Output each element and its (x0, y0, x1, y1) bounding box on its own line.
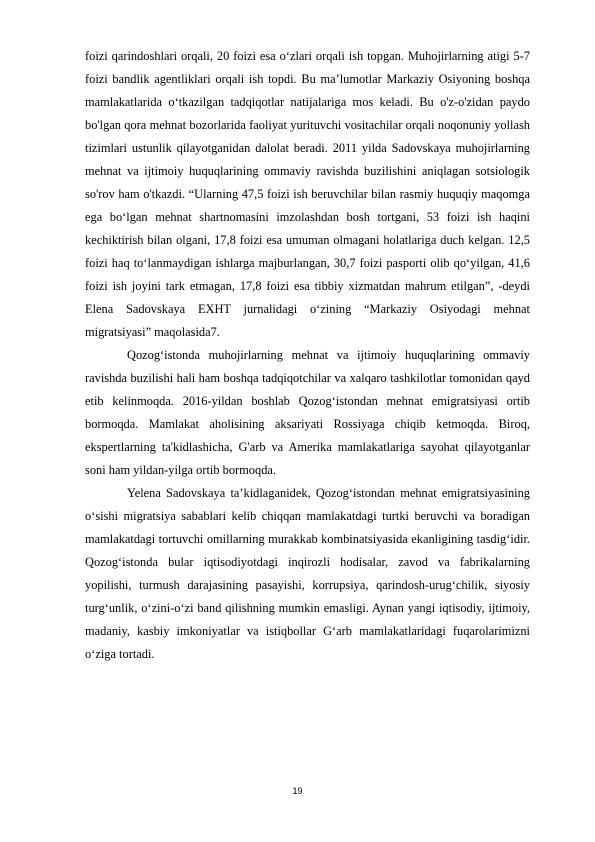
page-number: 19 (292, 786, 303, 796)
document-page (85, 45, 530, 666)
paragraph-2: Qozog‘istonda muhojirlarning mehnat va ijtimoiy huquqlarining ommaviy ravishda buzilishi hali ham boshqa tadqiqotchilar va xalqaro tashkilotlar tomonidan qayd etib kelinmoqda. 2016-yildan boshlab Qozog‘istondan mehnat emigratsiyasi ortib bormoqda. Mamlakat aholisining aksariyati Rossiyaga chiqib ketmoqda. Biroq, ekspertlarning ta'kidlashicha, G'arb va Amerika mamlakatlariga sayohat qilayotganlar soni ham yildan-yilga ortib bormoqda. (85, 348, 530, 477)
paragraph-3: Yelena Sadovskaya ta’kidlaganidek, Qozog‘istondan mehnat emigratsiyasining o‘sishi migratsiya sabablari kelib chiqqan mamlakatdagi turtki beruvchi va boradigan mamlakatdagi tortuvchi omillarning murakkab kombinatsiyasida ekanligining tasdig‘idir. Qozog‘istonda bular iqtisodiyotdagi inqirozli hodisalar, zavod va fabrikalarning yopilishi, turmush darajasining pasayishi, korrupsiya, qarindosh-urug‘chilik, siyosiy turg‘unlik, o‘zini-o‘zi band qilishning mumkin emasligi. Aynan yangi iqtisodiy, ijtimoiy, madaniy, kasbiy imkoniyatlar va istiqbollar G‘arb mamlakatlaridagi fuqarolarimizni o‘ziga tortadi. (85, 486, 530, 661)
paragraph-1: foizi qarindoshlari orqali, 20 foizi esa o‘zlari orqali ish topgan. Muhojirlarning atigi 5-7 foizi bandlik agentliklari orqali ish topdi. Bu ma’lumotlar Markaziy Osiyoning boshqa mamlakatlarida o‘tkazilgan tadqiqotlar natijalariga mos keladi. Bu o'z-o'zidan paydo bo'lgan qora mehnat bozorlarida faoliyat yurituvchi vositachilar orqali noqonuniy yollash tizimlari ustunlik qilayotganidan dalolat beradi. 2011 yilda Sadovskaya muhojirlarning mehnat va ijtimoiy huquqlarining ommaviy ravishda buzilishini aniqlagan sotsiologik so'rov ham o'tkazdi. “Ularning 47,5 foizi ish beruvchilar bilan rasmiy huquqiy maqomga ega bo‘lgan mehnat shartnomasini imzolashdan bosh tortgani, 53 foizi ish haqini kechiktirish bilan olgani, 17,8 foizi esa umuman olmagani holatlariga duch kelgan. 12,5 foizi haq to‘lanmaydigan ishlarga majburlangan, 30,7 foizi pasporti olib qo‘yilgan, 41,6 foizi ish joyini tark etmagan, 17,8 foizi esa tibbiy xizmatdan mahrum etilgan”, -deydi Elena Sadovskaya EXHT jurnalidagi o‘zining “Markaziy Osiyodagi mehnat migratsiyasi” maqolasida7. (85, 49, 530, 339)
